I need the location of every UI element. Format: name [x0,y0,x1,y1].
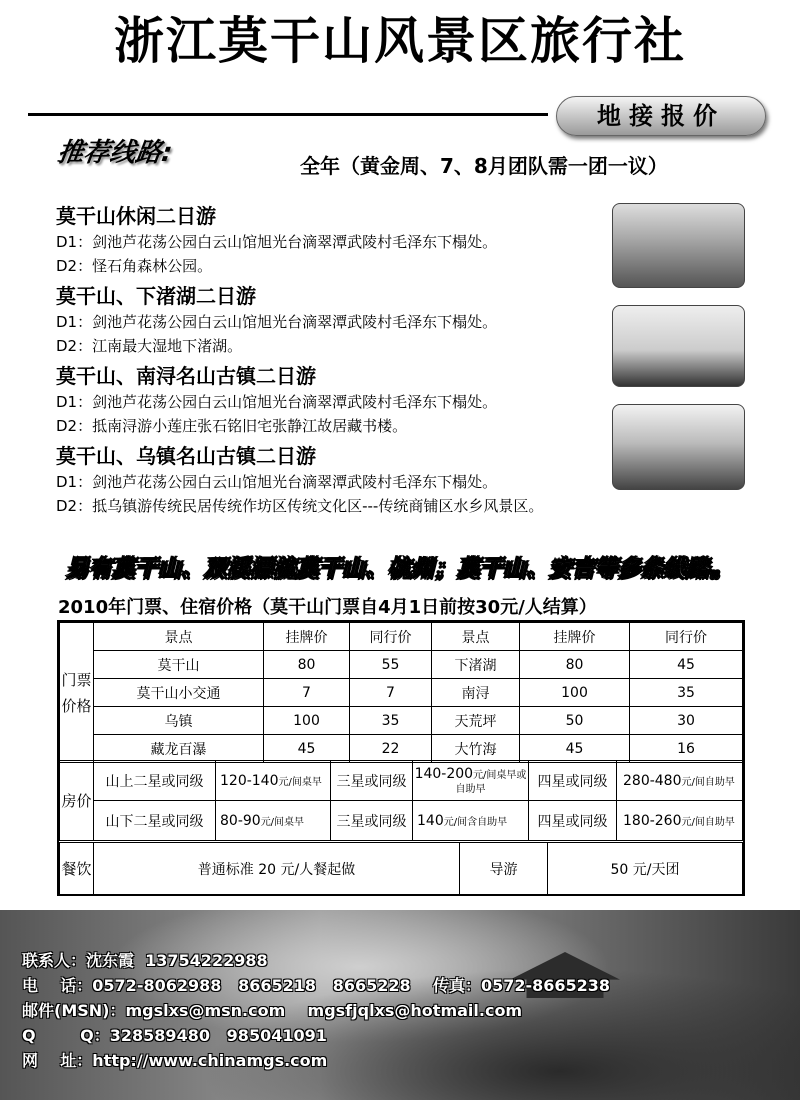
table-row [60,707,743,735]
route-item [56,442,636,518]
contact-person: 联系人：沈东霞 13754222988 [22,951,268,970]
route-title: 莫干山、下渚湖二日游 [56,284,256,308]
price-unit: 元/间桌早 [260,816,305,828]
season-note: 全年（黄金周、7、8月团队需一团一议） [300,154,668,178]
table-header: 挂牌价 [264,623,350,651]
contact-footer [0,910,800,1100]
meal-side-label: 餐饮 [60,843,94,895]
ticket-price-table [59,622,743,763]
hotel-price [617,801,743,841]
hotel-class: 四星或同级 [529,801,617,841]
recommended-routes-heading: 推荐线路: [55,138,175,168]
table-row [60,735,743,763]
route-title: 莫干山休闲二日游 [56,204,216,228]
hotel-class: 四星或同级 [529,761,617,801]
price-value: 180-260 [623,812,682,829]
table-cell: 45 [264,735,350,763]
route-day2: D2：抵乌镇游传统民居传统作坊区传统文化区---传统商铺区水乡风景区。 [56,497,544,515]
agency-title: 浙江莫干山风景区旅行社 [114,12,686,70]
table-cell: 莫干山小交通 [94,679,264,707]
guide-label: 导游 [460,843,548,895]
hotel-price [216,761,331,801]
village-courtyard-photo [612,203,745,288]
hotel-side-label: 房价 [60,761,94,841]
table-cell: 藏龙百瀑 [94,735,264,763]
more-routes-banner: 另有莫干山、双溪漂流莫干山、杭州；莫干山、安吉等多条线路。 [66,557,734,582]
table-cell: 7 [350,679,432,707]
water-town-canal-photo [612,404,745,490]
table-cell: 35 [350,707,432,735]
lake-pavilion-photo [612,305,745,387]
hotel-class: 三星或同级 [331,761,413,801]
route-day1: D1：剑池芦花荡公园白云山馆旭光台滴翠潭武陵村毛泽东下榻处。 [56,313,498,331]
table-cell: 天荒坪 [432,707,520,735]
price-value: 120-140 [220,772,279,789]
table-cell: 22 [350,735,432,763]
table-cell: 80 [520,651,630,679]
table-cell: 100 [520,679,630,707]
route-day1: D1：剑池芦花荡公园白云山馆旭光台滴翠潭武陵村毛泽东下榻处。 [56,233,498,251]
route-title: 莫干山、南浔名山古镇二日游 [56,364,316,388]
route-day1: D1：剑池芦花荡公园白云山馆旭光台滴翠潭武陵村毛泽东下榻处。 [56,393,498,411]
table-header: 同行价 [630,623,743,651]
price-value: 140 [417,812,444,829]
table-cell: 45 [630,651,743,679]
table-cell: 30 [630,707,743,735]
route-item [56,202,636,278]
hotel-price-table [59,760,743,841]
hotel-price [216,801,331,841]
route-day2: D2：怪石角森林公园。 [56,257,213,275]
price-heading: 2010年门票、住宿价格（莫干山门票自4月1日前按30元/人结算） [58,597,597,618]
table-header: 景点 [432,623,520,651]
route-day1: D1：剑池芦花荡公园白云山馆旭光台滴翠潭武陵村毛泽东下榻处。 [56,473,498,491]
table-cell: 莫干山 [94,651,264,679]
hotel-class: 山上二星或同级 [94,761,216,801]
table-cell: 45 [520,735,630,763]
hotel-class: 三星或同级 [331,801,413,841]
meal-price-table [59,842,743,895]
table-cell: 16 [630,735,743,763]
contact-website[interactable]: 网 址：http://www.chinamgs.com [22,1051,328,1070]
hotel-price [413,801,529,841]
route-item [56,282,636,358]
table-header: 挂牌价 [520,623,630,651]
price-unit: 元/间桌早或自助早 [455,769,527,795]
guide-price: 50 元/天团 [548,843,743,895]
table-cell: 35 [630,679,743,707]
price-value: 280-480 [623,772,682,789]
hotel-price [413,761,529,801]
route-item [56,362,636,438]
price-value: 140-200 [414,765,474,782]
price-value: 80-90 [220,812,261,829]
hotel-class: 山下二星或同级 [94,801,216,841]
table-cell: 7 [264,679,350,707]
table-header: 同行价 [350,623,432,651]
route-title: 莫干山、乌镇名山古镇二日游 [56,444,316,468]
table-cell: 100 [264,707,350,735]
table-cell: 50 [520,707,630,735]
table-cell: 80 [264,651,350,679]
table-row [60,801,743,841]
route-list [56,202,636,522]
table-cell: 乌镇 [94,707,264,735]
ticket-side-label: 门票价格 [60,623,94,763]
table-row [60,761,743,801]
meal-standard: 普通标准 20 元/人餐起做 [94,843,460,895]
price-unit: 元/间自助早 [681,816,735,828]
price-unit: 元/间自助早 [681,776,735,788]
table-row [60,623,743,651]
table-cell: 大竹海 [432,735,520,763]
contact-email[interactable]: 邮件(MSN)：mgslxs@msn.com mgsfjqlxs@hotmail.com [22,1001,523,1020]
contact-qq: Q Q：328589480 985041091 [22,1026,327,1045]
route-day2: D2：抵南浔游小莲庄张石铭旧宅张静江故居藏书楼。 [56,417,408,435]
table-cell: 下渚湖 [432,651,520,679]
table-row [60,651,743,679]
price-unit: 元/间桌早 [278,776,322,788]
header-divider [28,113,548,116]
contact-block [22,948,610,1073]
table-cell: 南浔 [432,679,520,707]
hotel-price [617,761,743,801]
table-cell: 55 [350,651,432,679]
table-row [60,843,743,895]
local-quote-badge: 地接报价 [556,96,766,136]
table-header: 景点 [94,623,264,651]
price-unit: 元/间含自助早 [443,816,508,828]
contact-phone: 电 话：0572-8062988 8665218 8665228 传真：0572-8665238 [22,976,611,995]
table-row [60,679,743,707]
route-day2: D2：江南最大湿地下渚湖。 [56,337,243,355]
